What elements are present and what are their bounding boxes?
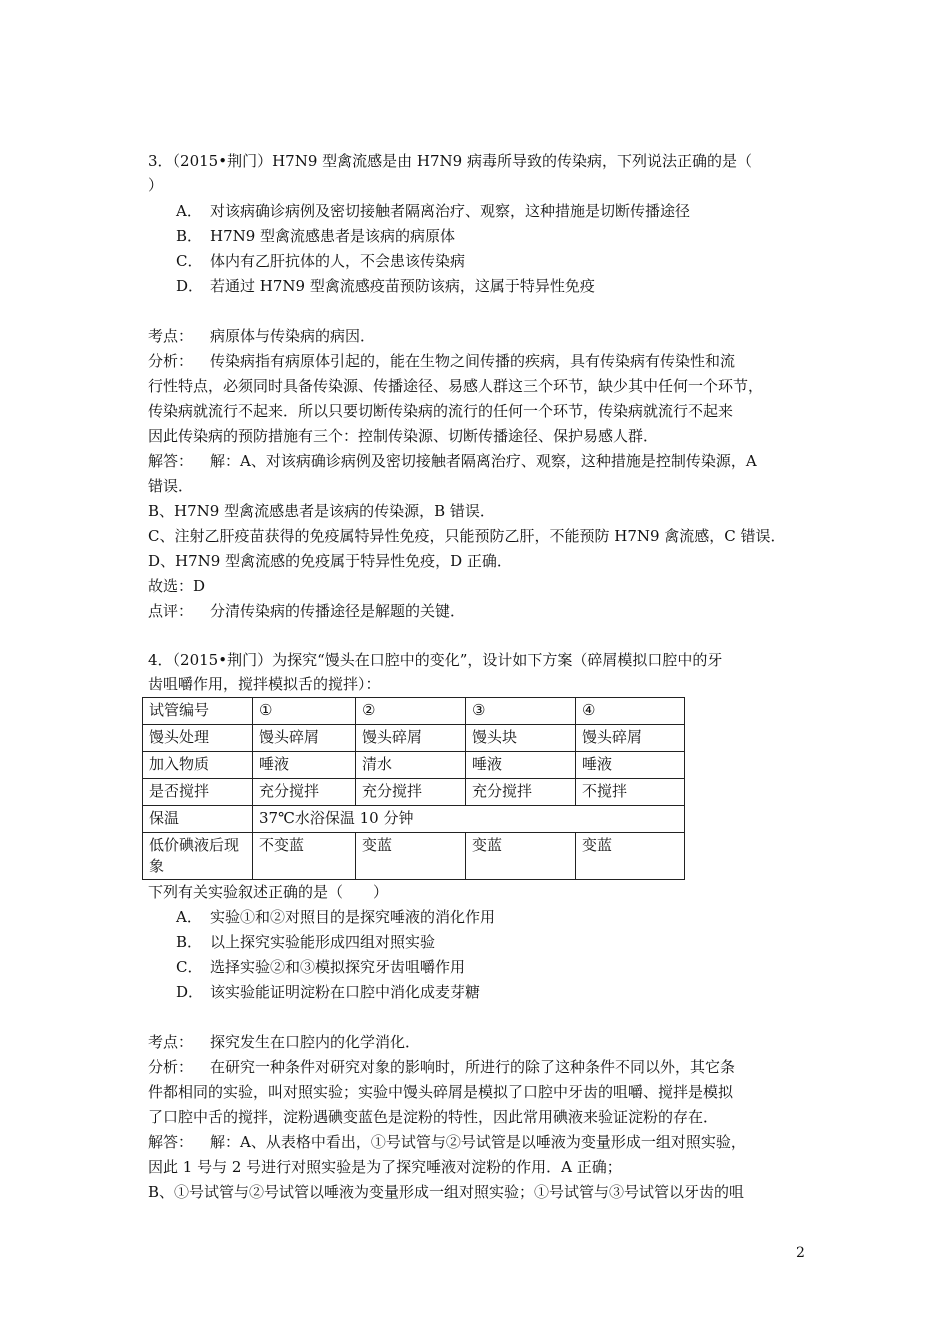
q3-dianping — [148, 600, 465, 622]
option-text: 体内有乙肝抗体的人，不会患该传染病 — [210, 252, 466, 270]
kaodian-text: 探究发生在口腔内的化学消化． — [210, 1033, 421, 1051]
table-row — [143, 833, 685, 880]
option-label: A． — [176, 202, 202, 220]
option-text: 实验①和②对照目的是探究唾液的消化作用 — [210, 908, 496, 926]
table-cell: ① — [253, 698, 356, 725]
q3-jieda-line4: C、注射乙肝疫苗获得的免疫属特异性免疫，只能预防乙肝，不能预防 H7N9 禽流感，C 错误． — [148, 527, 786, 545]
q3-option-b — [176, 225, 455, 247]
option-label: D． — [176, 983, 204, 1001]
q4-option-b — [176, 931, 435, 953]
q3-fenxi-line3: 传染病就流行不起来．所以只要切断传染病的流行的任何一个环节，传染病就流行不起来 — [148, 402, 734, 420]
result-label-line2: 象 — [149, 857, 165, 875]
table-row — [143, 725, 685, 752]
table-cell: 唾液 — [576, 752, 685, 779]
table-cell: 试管编号 — [143, 698, 253, 725]
page-number: 2 — [796, 1245, 805, 1261]
q4-jieda-line1 — [148, 1131, 746, 1153]
option-text: 若通过 H7N9 型禽流感疫苗预防该病，这属于特异性免疫 — [210, 277, 595, 295]
q3-jieda-line5: D、H7N9 型禽流感的免疫属于特异性免疫，D 正确． — [148, 552, 512, 570]
fenxi-text: 在研究一种条件对研究对象的影响时，所进行的除了这种条件不同以外，其它条 — [210, 1058, 736, 1076]
jieda-label: 解答： — [148, 452, 194, 470]
option-text: 以上探究实验能形成四组对照实验 — [210, 933, 436, 951]
q3-jieda-line1 — [148, 450, 757, 472]
table-cell: ② — [356, 698, 466, 725]
option-text: 该实验能证明淀粉在口腔中消化成麦芽糖 — [210, 983, 481, 1001]
q3-answer: 故选：D — [148, 577, 206, 595]
q3-jieda-line3: B、H7N9 型禽流感患者是该病的传染源，B 错误． — [148, 502, 495, 520]
table-cell: 馒头块 — [466, 725, 576, 752]
fenxi-label: 分析： — [148, 1058, 194, 1076]
table-cell: 充分搅拌 — [356, 779, 466, 806]
q3-kaodian — [148, 325, 375, 347]
table-header-row — [143, 698, 685, 725]
table-cell: 加入物质 — [143, 752, 253, 779]
q3-option-c — [176, 250, 465, 272]
fenxi-text: 传染病指有病原体引起的，能在生物之间传播的疾病，具有传染病有传染性和流 — [210, 352, 736, 370]
table-cell: 变蓝 — [356, 833, 466, 880]
table-cell — [143, 833, 253, 880]
option-label: A． — [176, 908, 202, 926]
option-label: B． — [176, 933, 203, 951]
table-cell: 是否搅拌 — [143, 779, 253, 806]
table-cell: 变蓝 — [466, 833, 576, 880]
option-label: B． — [176, 227, 203, 245]
option-label: C． — [176, 252, 203, 270]
table-cell: 馒头碎屑 — [356, 725, 466, 752]
q4-stem-line2: 齿咀嚼作用，搅拌模拟舌的搅拌）： — [148, 675, 381, 693]
table-row — [143, 779, 685, 806]
table-cell: 馒头处理 — [143, 725, 253, 752]
option-label: D． — [176, 277, 204, 295]
q4-fenxi-line2: 件都相同的实验，叫对照实验；实验中馒头碎屑是模拟了口腔中牙齿的咀嚼、搅拌是模拟 — [148, 1083, 734, 1101]
table-cell: ④ — [576, 698, 685, 725]
option-label: C． — [176, 958, 203, 976]
table-cell: ③ — [466, 698, 576, 725]
table-cell: 37℃水浴保温 10 分钟 — [253, 806, 685, 833]
option-text: 对该病确诊病例及密切接触者隔离治疗、观察，这种措施是切断传播途径 — [210, 202, 691, 220]
table-row — [143, 806, 685, 833]
table-cell: 保温 — [143, 806, 253, 833]
table-cell: 变蓝 — [576, 833, 685, 880]
table-cell: 清水 — [356, 752, 466, 779]
fenxi-label: 分析： — [148, 352, 194, 370]
experiment-table — [142, 697, 685, 880]
kaodian-text: 病原体与传染病的病因． — [210, 327, 376, 345]
q3-fenxi-line4: 因此传染病的预防措施有三个：控制传染源、切断传播途径、保护易感人群． — [148, 427, 659, 445]
q4-jieda-line2: 因此 1 号与 2 号进行对照实验是为了探究唾液对淀粉的作用．A 正确； — [148, 1158, 622, 1176]
jieda-label: 解答： — [148, 1133, 194, 1151]
q4-fenxi-line3: 了口腔中舌的搅拌，淀粉遇碘变蓝色是淀粉的特性，因此常用碘液来验证淀粉的存在． — [148, 1108, 719, 1126]
q4-option-d — [176, 981, 480, 1003]
option-text: 选择实验②和③模拟探究牙齿咀嚼作用 — [210, 958, 466, 976]
table-cell: 不搅拌 — [576, 779, 685, 806]
table-row — [143, 752, 685, 779]
q4-kaodian — [148, 1031, 420, 1053]
q3-stem-line1: 3．（2015•荆门）H7N9 型禽流感是由 H7N9 病毒所导致的传染病，下列说法正确的是（ — [148, 152, 752, 170]
table-cell: 唾液 — [253, 752, 356, 779]
q3-option-d — [176, 275, 595, 297]
dianping-text: 分清传染病的传播途径是解题的关键． — [210, 602, 466, 620]
q4-option-a — [176, 906, 495, 928]
q3-jieda-line2: 错误． — [148, 477, 194, 495]
q4-prompt: 下列有关实验叙述正确的是（ ） — [148, 883, 389, 901]
q4-option-c — [176, 956, 465, 978]
q3-fenxi-line2: 行性特点，必须同时具备传染源、传播途径、易感人群这三个环节，缺少其中任何一个环节， — [148, 377, 764, 395]
q4-stem-line1: 4．（2015•荆门）为探究“馒头在口腔中的变化”，设计如下方案（碎屑模拟口腔中的牙 — [148, 651, 723, 669]
jieda-text: 解：A、从表格中看出，①号试管与②号试管是以唾液为变量形成一组对照实验， — [210, 1133, 746, 1151]
kaodian-label: 考点： — [148, 1033, 194, 1051]
q3-fenxi-line1 — [148, 350, 735, 372]
table-cell: 唾液 — [466, 752, 576, 779]
q4-jieda-line3: B、①号试管与②号试管以唾液为变量形成一组对照实验；①号试管与③号试管以牙齿的咀 — [148, 1183, 745, 1201]
table-cell: 馒头碎屑 — [253, 725, 356, 752]
option-text: H7N9 型禽流感患者是该病的病原体 — [210, 227, 456, 245]
q3-option-a — [176, 200, 690, 222]
table-cell: 不变蓝 — [253, 833, 356, 880]
result-label-line1: 低价碘液后现 — [149, 836, 240, 854]
table-cell: 充分搅拌 — [466, 779, 576, 806]
jieda-text: 解：A、对该病确诊病例及密切接触者隔离治疗、观察，这种措施是控制传染源，A — [210, 452, 757, 470]
dianping-label: 点评： — [148, 602, 194, 620]
kaodian-label: 考点： — [148, 327, 194, 345]
table-cell: 馒头碎屑 — [576, 725, 685, 752]
q4-fenxi-line1 — [148, 1056, 735, 1078]
table-cell: 充分搅拌 — [253, 779, 356, 806]
q3-stem-line2: ） — [148, 176, 164, 194]
